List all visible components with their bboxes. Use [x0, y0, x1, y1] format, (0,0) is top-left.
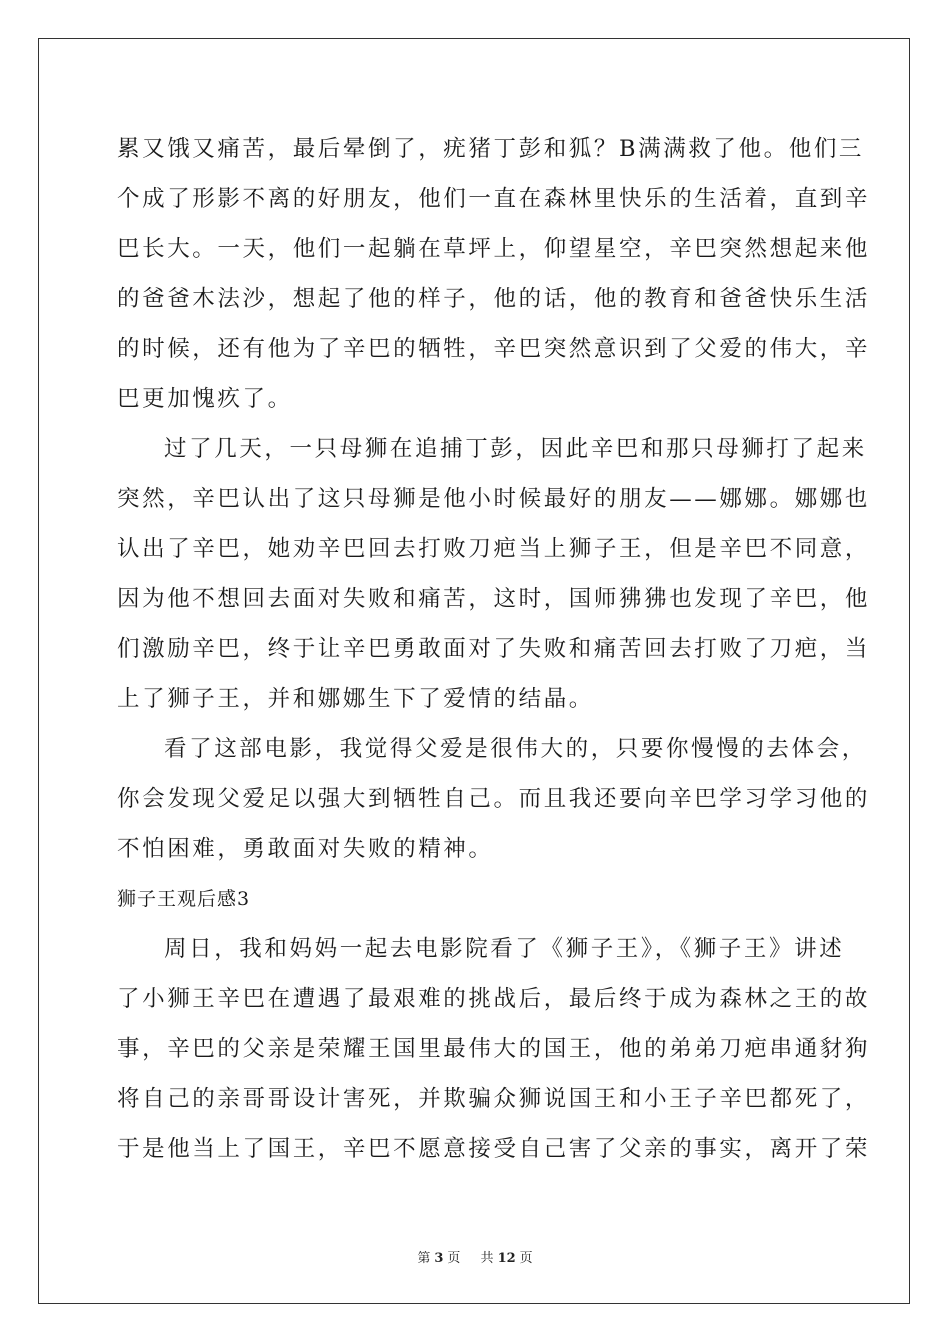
text-line: 们激励辛巴，终于让辛巴勇敢面对了失败和痛苦回去打败了刀疤，当 [117, 636, 871, 662]
text-line: 突然，辛巴认出了这只母狮是他小时候最好的朋友——娜娜。娜娜也 [117, 486, 871, 512]
paragraph-start-line: 周日，我和妈妈一起去电影院看了《狮子王》，《狮子王》讲述 [164, 936, 845, 962]
paragraph-start-line: 看了这部电影，我觉得父爱是很伟大的，只要你慢慢的去体会， [164, 736, 867, 762]
page-total: 共 12 页 [480, 1251, 533, 1266]
text-line: 的时候，还有他为了辛巴的牺牲，辛巴突然意识到了父爱的伟大，辛 [117, 336, 871, 362]
section-heading: 狮子王观后感3 [117, 888, 251, 910]
text-line: 上了狮子王，并和娜娜生下了爱情的结晶。 [117, 686, 594, 712]
text-line: 于是他当上了国王，辛巴不愿意接受自己害了父亲的事实，离开了荣 [117, 1136, 871, 1162]
page-footer [0, 1247, 950, 1266]
text-line: 认出了辛巴，她劝辛巴回去打败刀疤当上狮子王，但是辛巴不同意， [117, 536, 871, 562]
text-line: 不怕困难，勇敢面对失败的精神。 [117, 836, 494, 862]
document-body [117, 124, 871, 1174]
text-line: 巴长大。一天，他们一起躺在草坪上，仰望星空，辛巴突然想起来他 [117, 236, 871, 262]
text-line: 事，辛巴的父亲是荣耀王国里最伟大的国王，他的弟弟刀疤串通豺狗 [117, 1036, 871, 1062]
page-number: 第 3 页 [417, 1251, 461, 1266]
paragraph-start-line: 过了几天，一只母狮在追捕丁彭，因此辛巴和那只母狮打了起来 [164, 436, 867, 462]
text-line: 巴更加愧疚了。 [117, 386, 293, 412]
text-line: 你会发现父爱足以强大到牺牲自己。而且我还要向辛巴学习学习他的 [117, 786, 871, 812]
text-line: 的爸爸木法沙，想起了他的样子，他的话，他的教育和爸爸快乐生活 [117, 286, 871, 312]
text-line: 因为他不想回去面对失败和痛苦，这时，国师狒狒也发现了辛巴，他 [117, 586, 871, 612]
text-line: 累又饿又痛苦，最后晕倒了，疣猪丁彭和狐？B满满救了他。他们三 [117, 136, 865, 162]
text-line: 个成了形影不离的好朋友，他们一直在森林里快乐的生活着，直到辛 [117, 186, 871, 212]
text-line: 了小狮王辛巴在遭遇了最艰难的挑战后，最后终于成为森林之王的故 [117, 986, 871, 1012]
text-line: 将自己的亲哥哥设计害死，并欺骗众狮说国王和小王子辛巴都死了， [117, 1086, 871, 1112]
